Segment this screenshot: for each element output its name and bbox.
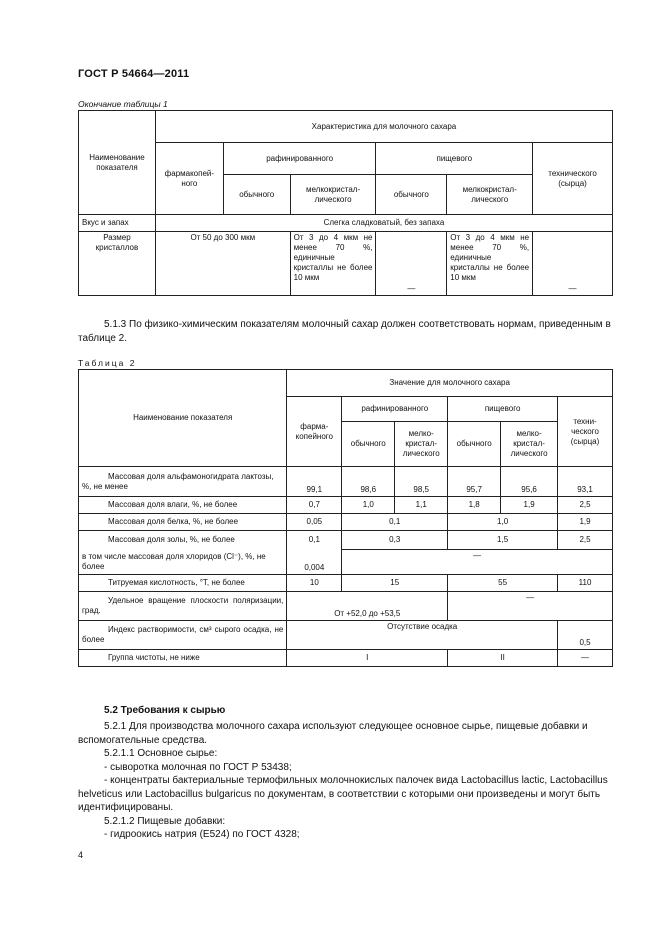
paragraph-5-1-3: 5.1.3 По физико-химическим показателям молочный сахар должен соответствовать нормам, приведенным в таблице 2. [78, 319, 611, 344]
t1-header-refined-fine: мелкокристал-лического [290, 175, 376, 215]
document-header: ГОСТ Р 54664—2011 [78, 68, 190, 80]
t2-row-moisture-name: Массовая доля влаги, %, не более [79, 497, 287, 514]
t1-row-taste-value: Слегка сладковатый, без запаха [155, 215, 612, 232]
t1-row-size-technical: — [533, 232, 613, 296]
t1-header-technical: технического (сырца) [533, 143, 613, 215]
t1-header-group: Характеристика для молочного сахара [155, 111, 612, 143]
t2-cell: I [287, 650, 448, 667]
list-item-whey: - сыворотка молочная по ГОСТ Р 53438; [104, 762, 292, 773]
t2-cell: От +52,0 до +53,5 [287, 592, 448, 621]
t2-header-technical: техни-ческого (сырца) [558, 397, 613, 467]
t2-header-group: Значение для молочного сахара [287, 370, 613, 397]
t1-header-food-fine: мелкокристал-лического [447, 175, 533, 215]
paragraph-5-2-1: 5.2.1 Для производства молочного сахара используют следующее основное сырье, пищевые добавки и вспомогательные средства. [78, 721, 588, 746]
t2-row-protein-name: Массовая доля белка, %, не более [79, 514, 287, 531]
t2-cell: — [448, 592, 613, 621]
t2-header-refined-fine: мелко-кристал-лического [395, 422, 448, 467]
t1-header-name: Наименование показателя [79, 111, 156, 215]
t1-header-food-ordinary: обычного [376, 175, 447, 215]
t2-row-acidity-name: Титруемая кислотность, °Т, не более [79, 575, 287, 592]
table-2 [78, 369, 613, 667]
t1-header-pharma: фармакопей-ного [155, 143, 223, 215]
t2-cell: 1,9 [558, 514, 613, 531]
table1-caption: Окончание таблицы 1 [78, 99, 168, 109]
t1-row-size-pharma: От 50 до 300 мкм [155, 232, 290, 296]
t2-cell: — [342, 550, 613, 575]
t2-cell: 0,1 [287, 531, 342, 550]
t2-header-pharma: фарма-копейного [287, 397, 342, 467]
t2-cell: 93,1 [558, 467, 613, 497]
t2-cell: II [448, 650, 558, 667]
t2-cell: 1,8 [448, 497, 501, 514]
t2-cell: 0,3 [342, 531, 448, 550]
t2-cell: 0,5 [558, 621, 613, 650]
t2-cell: 1,5 [448, 531, 558, 550]
t2-cell: 0,004 [287, 550, 342, 575]
t1-row-size-refined-fine: От 3 до 4 мкм не менее 70 %, единичные кристаллы не более 10 мкм [290, 232, 376, 296]
t2-cell: 95,7 [448, 467, 501, 497]
t1-header-food: пищевого [376, 143, 533, 175]
t2-cell: 1,0 [448, 514, 558, 531]
t2-cell: 2,5 [558, 497, 613, 514]
t2-cell: 0,7 [287, 497, 342, 514]
list-item-sodium-hydroxide: - гидроокись натрия (Е524) по ГОСТ 4328; [104, 829, 300, 840]
t2-row-solubility-name: Индекс растворимости, см³ сырого осадка, не более [79, 621, 287, 650]
t2-cell: 99,1 [287, 467, 342, 497]
t1-row-taste-name: Вкус и запах [79, 215, 156, 232]
list-item-concentrates: - концентраты бактериальные термофильных молочнокислых палочек вида Lactobacillus lactic, Lactobacillus helveticus или Lactobacillus bulgaricus по документам, в соответствии с которыми они произведены и могут быть идентифицированы. [78, 775, 608, 813]
t2-cell: 0,1 [342, 514, 448, 531]
t2-cell: 0,05 [287, 514, 342, 531]
t2-cell: 1,9 [501, 497, 558, 514]
t1-row-size-food-fine: От 3 до 4 мкм не менее 70 %, единичные кристаллы не более 10 мкм [447, 232, 533, 296]
t2-header-name: Наименование показателя [79, 370, 287, 467]
section-5-2-title: 5.2 Требования к сырью [104, 705, 226, 716]
t2-cell: 2,5 [558, 531, 613, 550]
t2-header-refined: рафинированного [342, 397, 448, 422]
t2-row-chlorides-name: в том числе массовая доля хлоридов (Cl⁻), %, не более [79, 550, 287, 575]
t1-row-size-food-ordinary: — [376, 232, 447, 296]
t2-header-food-fine: мелко-кристал-лического [501, 422, 558, 467]
t2-cell: — [558, 650, 613, 667]
table2-caption: Таблица 2 [78, 358, 137, 368]
paragraph-5-2-1-2: 5.2.1.2 Пищевые добавки: [104, 816, 226, 827]
t2-cell: Отсутствие осадка [287, 621, 558, 650]
t2-cell: 10 [287, 575, 342, 592]
t2-header-food-ordinary: обычного [448, 422, 501, 467]
table-1 [78, 110, 613, 296]
t2-header-food: пищевого [448, 397, 558, 422]
t2-cell: 55 [448, 575, 558, 592]
t2-cell: 1,1 [395, 497, 448, 514]
t1-header-refined: рафинированного [223, 143, 376, 175]
t2-cell: 15 [342, 575, 448, 592]
paragraph-5-2-1-1: 5.2.1.1 Основное сырье: [104, 748, 218, 759]
t2-cell: 98,6 [342, 467, 395, 497]
page-number: 4 [78, 850, 84, 860]
t2-cell: 1,0 [342, 497, 395, 514]
t2-row-lactose-name: Массовая доля альфамоногидрата лактозы, %, не менее [79, 467, 287, 497]
t2-row-purity-name: Группа чистоты, не ниже [79, 650, 287, 667]
t2-cell: 110 [558, 575, 613, 592]
t2-cell: 95,6 [501, 467, 558, 497]
t2-cell: 98,5 [395, 467, 448, 497]
t1-row-size-name: Размер кристаллов [79, 232, 156, 296]
t2-row-rotation-name: Удельное вращение плоскости поляризации, град. [79, 592, 287, 621]
t2-header-refined-ordinary: обычного [342, 422, 395, 467]
t1-header-refined-ordinary: обычного [223, 175, 290, 215]
t2-row-ash-name: Массовая доля золы, %, не более [79, 531, 287, 550]
